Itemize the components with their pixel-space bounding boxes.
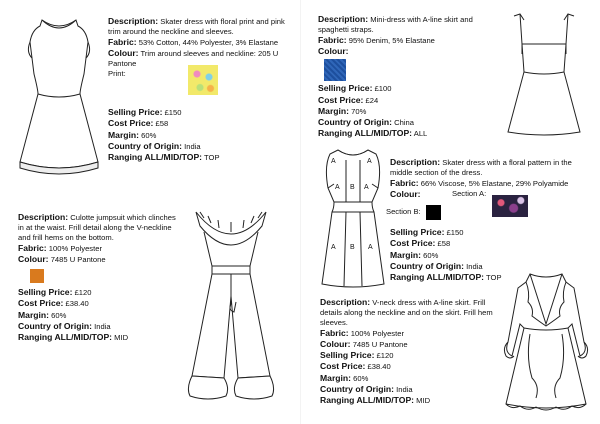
colour-label: Colour: [318, 46, 349, 57]
cost-price-label: Cost Price: [18, 298, 64, 309]
item-card-vneck-frill [320, 297, 500, 406]
fabric-label: Fabric: [18, 242, 47, 253]
margin-value: 60% [51, 310, 67, 320]
section-label: A [364, 184, 369, 191]
cost-price-value: £38.40 [65, 299, 89, 309]
section-label: A [335, 184, 340, 191]
description-label: Description: [320, 297, 371, 307]
description-text: Skater dress with floral print and pink trim around the neckline and sleeves. [108, 17, 285, 37]
item-card-skater-floral [108, 16, 286, 163]
floral-print-swatch [188, 65, 218, 95]
description-text: Mini-dress with A-line skirt and spaghetti straps. [318, 15, 473, 35]
country-value: India [94, 321, 111, 331]
section-label: A [367, 158, 372, 165]
cost-price-label: Cost Price: [320, 361, 366, 372]
selling-price-label: Selling Price: [108, 107, 163, 118]
margin-label: Margin: [318, 105, 350, 116]
fabric-text: 100% Polyester [48, 243, 102, 253]
colour-text: 7485 U Pantone [50, 255, 106, 265]
cost-price-label: Cost Price: [318, 94, 364, 105]
margin-value: 70% [351, 106, 367, 116]
margin-label: Margin: [18, 309, 50, 320]
description-text: V-neck dress with A-line skirt. Frill details along the neckline and on the skirt. Frill hem sleeves. [320, 298, 493, 328]
selling-price-value: £120 [376, 351, 394, 361]
ranging-label: Ranging ALL/MID/TOP: [318, 128, 413, 139]
strappy-mini-dress-sketch [498, 10, 590, 140]
section-label: A [331, 158, 336, 165]
item-card-denim-mini [318, 14, 488, 139]
fabric-label: Fabric: [108, 37, 137, 48]
item-card-culotte-jumpsuit [18, 212, 178, 343]
section-label: B [350, 244, 355, 251]
culotte-jumpsuit-sketch [178, 206, 284, 414]
country-value: China [394, 117, 414, 127]
country-label: Country of Origin: [390, 260, 464, 271]
description-label: Description: [108, 16, 159, 26]
ranging-value: TOP [486, 272, 502, 282]
ranging-label: Ranging ALL/MID/TOP: [320, 394, 415, 405]
sectioned-skater-dress-sketch [318, 144, 388, 292]
country-value: India [184, 141, 201, 151]
colour-label: Colour: [18, 254, 49, 265]
country-label: Country of Origin: [18, 320, 92, 331]
ranging-value: MID [114, 332, 129, 342]
skater-dress-sketch [14, 12, 104, 187]
cost-price-value: £58 [437, 239, 451, 249]
colour-text: Trim around sleeves and neckline: 205 U Pantone [108, 49, 279, 69]
cost-price-value: £24 [365, 95, 379, 105]
cost-price-value: £58 [155, 119, 169, 129]
description-text: Skater dress with a floral pattern in the middle section of the dress. [390, 158, 572, 178]
ranging-label: Ranging ALL/MID/TOP: [108, 151, 203, 162]
margin-value: 60% [141, 130, 157, 140]
fabric-text: 95% Denim, 5% Elastane [348, 36, 435, 46]
selling-price-value: £120 [74, 288, 92, 298]
ranging-value: TOP [204, 152, 220, 162]
cost-price-label: Cost Price: [108, 118, 154, 129]
selling-price-label: Selling Price: [318, 83, 373, 94]
fabric-text: 53% Cotton, 44% Polyester, 3% Elastane [138, 38, 279, 48]
country-label: Country of Origin: [320, 383, 394, 394]
fabric-label: Fabric: [318, 35, 347, 46]
ranging-label: Ranging ALL/MID/TOP: [18, 331, 113, 342]
selling-price-value: £100 [374, 84, 392, 94]
section-label: A [368, 244, 373, 251]
fabric-text: 100% Polyester [350, 328, 404, 338]
colour-label: Colour: [108, 48, 139, 59]
margin-value: 60% [353, 373, 369, 383]
denim-swatch [324, 59, 346, 81]
selling-price-label: Selling Price: [18, 287, 73, 298]
print-label: Print: [108, 69, 126, 79]
fabric-label: Fabric: [320, 327, 349, 338]
margin-label: Margin: [320, 372, 352, 383]
description-text: Culotte jumpsuit which clinches in at the waist. Frill detail along the V-neckline and frill hems on the bottom. [18, 213, 176, 243]
colour-label: Colour: [390, 189, 421, 200]
ranging-value: MID [416, 395, 431, 405]
country-label: Country of Origin: [318, 116, 392, 127]
selling-price-label: Selling Price: [390, 227, 445, 238]
section-label: B [350, 184, 355, 191]
description-label: Description: [18, 212, 69, 222]
fabric-text: 66% Viscose, 5% Elastane, 29% Polyamide [420, 179, 569, 189]
selling-price-value: £150 [164, 108, 182, 118]
page-gutter [300, 0, 301, 424]
ranging-value: ALL [413, 129, 428, 139]
section-b-label: Section B: [386, 207, 421, 217]
orange-swatch [30, 269, 44, 283]
section-b-black-swatch [426, 205, 441, 220]
fabric-label: Fabric: [390, 178, 419, 189]
vneck-frill-dress-sketch [500, 268, 592, 416]
section-a-label: Section A: [452, 189, 487, 199]
item-card-sectioned-skater [386, 157, 590, 283]
margin-label: Margin: [108, 129, 140, 140]
country-value: India [396, 384, 413, 394]
cost-price-label: Cost Price: [390, 238, 436, 249]
cost-price-value: £38.40 [367, 362, 391, 372]
country-label: Country of Origin: [108, 140, 182, 151]
country-value: India [466, 261, 483, 271]
selling-price-label: Selling Price: [320, 350, 375, 361]
description-label: Description: [318, 14, 369, 24]
description-label: Description: [390, 157, 441, 167]
colour-text: 7485 U Pantone [352, 340, 408, 350]
section-label: A [331, 244, 336, 251]
selling-price-value: £150 [446, 228, 464, 238]
margin-value: 60% [423, 250, 439, 260]
ranging-label: Ranging ALL/MID/TOP: [390, 271, 485, 282]
margin-label: Margin: [390, 249, 422, 260]
colour-label: Colour: [320, 339, 351, 350]
